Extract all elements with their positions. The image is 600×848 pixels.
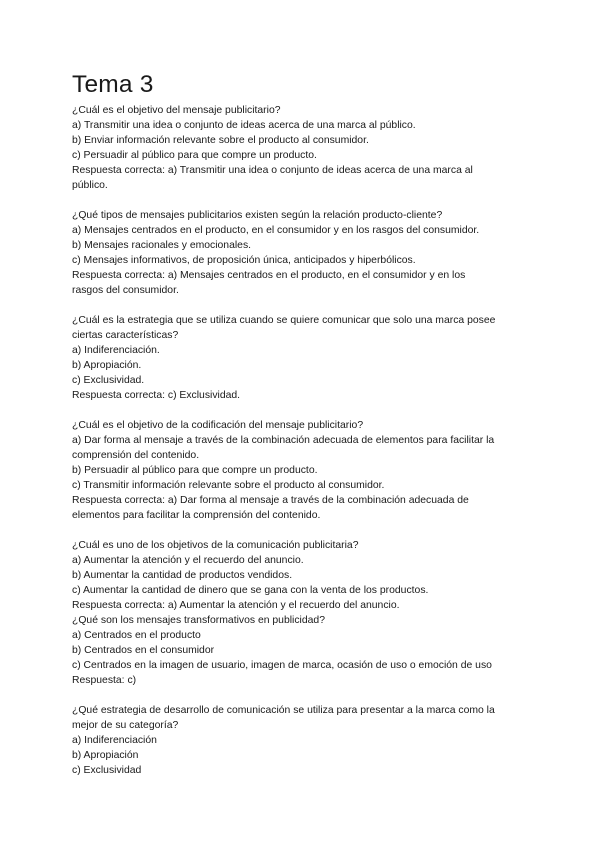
option-c: c) Exclusividad — [72, 765, 142, 776]
option-a: a) Aumentar la atención y el recuerdo del anuncio. — [72, 555, 304, 566]
document-page — [72, 70, 542, 778]
question-text: ¿Qué tipos de mensajes publicitarios existen según la relación producto-cliente? — [72, 210, 443, 221]
question-text-continued: ciertas características? — [72, 330, 179, 341]
spacer — [72, 523, 542, 538]
question-block — [72, 313, 542, 403]
answer-text: Respuesta correcta: a) Mensajes centrados en el producto, en el consumidor y en los — [72, 270, 466, 281]
answer-text: Respuesta correcta: a) Transmitir una idea o conjunto de ideas acerca de una marca al — [72, 165, 473, 176]
option-a: a) Centrados en el producto — [72, 630, 201, 641]
question-block — [72, 208, 542, 298]
question-block — [72, 418, 542, 523]
option-b: b) Centrados en el consumidor — [72, 645, 215, 656]
spacer — [72, 688, 542, 703]
question-text: ¿Cuál es el objetivo de la codificación del mensaje publicitario? — [72, 420, 364, 431]
answer-text: Respuesta correcta: a) Dar forma al mensaje a través de la combinación adecuada de — [72, 495, 469, 506]
option-c: c) Aumentar la cantidad de dinero que se gana con la venta de los productos. — [72, 585, 429, 596]
answer-text-continued: elementos para facilitar la comprensión del contenido. — [72, 510, 321, 521]
answer-text-continued: público. — [72, 180, 108, 191]
option-a: a) Indiferenciación — [72, 735, 157, 746]
question-text-continued: mejor de su categoría? — [72, 720, 179, 731]
option-c: c) Centrados en la imagen de usuario, imagen de marca, ocasión de uso o emoción de uso — [72, 660, 492, 671]
option-c: c) Mensajes informativos, de proposición única, anticipados y hiperbólicos. — [72, 255, 416, 266]
option-b: b) Apropiación. — [72, 360, 142, 371]
option-b: b) Mensajes racionales y emocionales. — [72, 240, 252, 251]
page-title: Tema 3 — [72, 71, 154, 98]
option-a-continued: comprensión del contenido. — [72, 450, 200, 461]
question-text: ¿Cuál es la estrategia que se utiliza cuando se quiere comunicar que solo una marca posee — [72, 315, 496, 326]
option-c: c) Exclusividad. — [72, 375, 145, 386]
option-a: a) Dar forma al mensaje a través de la combinación adecuada de elementos para facilitar la — [72, 435, 495, 446]
question-block — [72, 103, 542, 193]
question-text: ¿Cuál es uno de los objetivos de la comunicación publicitaria? — [72, 540, 359, 551]
option-a: a) Mensajes centrados en el producto, en el consumidor y en los rasgos del consumidor. — [72, 225, 480, 236]
option-c: c) Persuadir al público para que compre un producto. — [72, 150, 317, 161]
question-block — [72, 703, 542, 778]
option-a: a) Transmitir una idea o conjunto de ideas acerca de una marca al público. — [72, 120, 416, 131]
option-b: b) Apropiación — [72, 750, 139, 761]
option-c: c) Transmitir información relevante sobre el producto al consumidor. — [72, 480, 385, 491]
question-text: ¿Qué estrategia de desarrollo de comunicación se utiliza para presentar a la marca como la — [72, 705, 495, 716]
spacer — [72, 193, 542, 208]
spacer — [72, 298, 542, 313]
answer-text: Respuesta correcta: a) Aumentar la atención y el recuerdo del anuncio. — [72, 600, 400, 611]
answer-text: Respuesta correcta: c) Exclusividad. — [72, 390, 241, 401]
answer-text: Respuesta: c) — [72, 675, 137, 686]
option-a: a) Indiferenciación. — [72, 345, 160, 356]
question-text: ¿Qué son los mensajes transformativos en publicidad? — [72, 615, 325, 626]
answer-text-continued: rasgos del consumidor. — [72, 285, 179, 296]
option-b: b) Aumentar la cantidad de productos vendidos. — [72, 570, 293, 581]
question-text: ¿Cuál es el objetivo del mensaje publicitario? — [72, 105, 281, 116]
option-b: b) Persuadir al público para que compre un producto. — [72, 465, 318, 476]
spacer — [72, 403, 542, 418]
option-b: b) Enviar información relevante sobre el producto al consumidor. — [72, 135, 369, 146]
question-block — [72, 538, 542, 688]
